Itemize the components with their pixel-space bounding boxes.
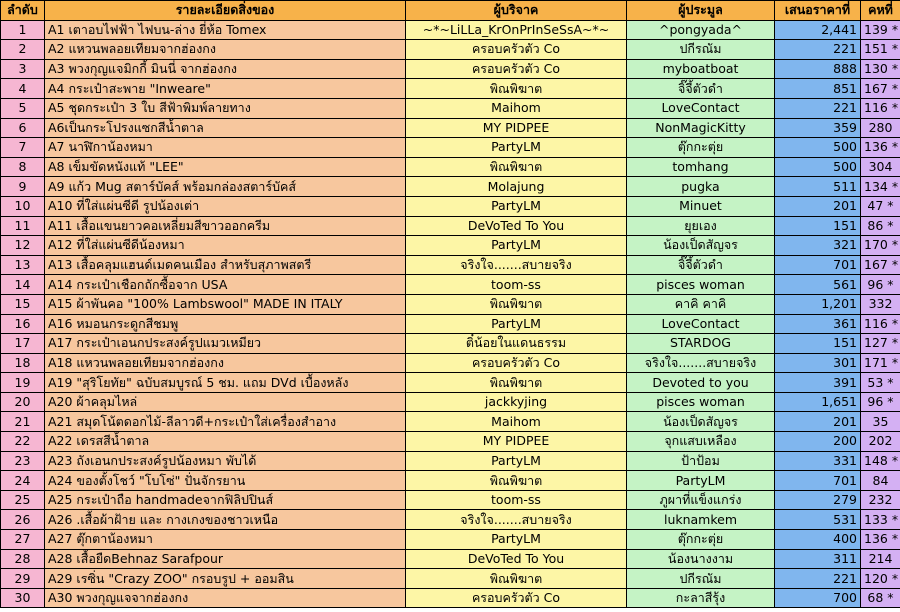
cell-description: A6เป็นกระโปรงแซกสีน้ำตาล [45,118,406,138]
cell-bidder: น้องเป็ดสัญจร [627,412,775,432]
cell-donor: พิณพิฆาต [406,471,627,491]
cell-donor: จริงใจ.......สบายจริง [406,510,627,530]
cell-price: 701 [775,471,861,491]
table-row [1,490,900,510]
cell-price: 359 [775,118,861,138]
cell-donor: ครอบครัวตัว Co [406,353,627,373]
cell-price: 151 [775,334,861,354]
cell-score: 53 * [861,373,900,393]
cell-no: 25 [1,490,45,510]
cell-price: 700 [775,588,861,608]
cell-no: 21 [1,412,45,432]
cell-score: 116 * [861,314,900,334]
cell-description: A21 สมุดโน้ตดอกไม้-ลีลาวดี+กระเป๋าใส่เครื่องสำอาง [45,412,406,432]
cell-no: 20 [1,392,45,412]
cell-bidder: ตุ๊กกะตุ่ย [627,530,775,550]
table-row [1,177,900,197]
table-row [1,294,900,314]
cell-description: A11 เสื้อแขนยาวคอเหลี่ยมสีขาวออกครีม [45,216,406,236]
cell-score: 148 * [861,451,900,471]
cell-donor: PartyLM [406,314,627,334]
cell-price: 221 [775,98,861,118]
cell-score: 232 [861,490,900,510]
cell-score: 120 * [861,569,900,589]
cell-donor: พิณพิฆาต [406,294,627,314]
cell-no: 10 [1,196,45,216]
cell-no: 11 [1,216,45,236]
cell-price: 311 [775,549,861,569]
cell-donor: ติ๋น้อยในแดนธรรม [406,334,627,354]
cell-bidder: ปกีรณัม [627,40,775,60]
cell-no: 27 [1,530,45,550]
cell-bidder: น้องเป็ดสัญจร [627,236,775,256]
cell-bidder: ตุ๊กกะตุ่ย [627,138,775,158]
cell-price: 888 [775,59,861,79]
table-row [1,471,900,491]
table-row [1,138,900,158]
cell-bidder: LoveContact [627,98,775,118]
cell-score: 47 * [861,196,900,216]
table-row [1,98,900,118]
cell-description: A12 ที่ใส่แผ่นซีดีน้องหมา [45,236,406,256]
cell-donor: toom-ss [406,275,627,295]
cell-description: A16 หมอนกระดูกสีชมพู [45,314,406,334]
cell-no: 22 [1,432,45,452]
cell-bidder: ป้าป้อม [627,451,775,471]
cell-donor: DeVoTed To You [406,216,627,236]
cell-score: 84 [861,471,900,491]
cell-bidder: pisces woman [627,275,775,295]
cell-score: 86 * [861,216,900,236]
cell-donor: jackkyjing [406,392,627,412]
cell-donor: ครอบครัวตัว Co [406,59,627,79]
cell-score: 134 * [861,177,900,197]
cell-description: A19 "สุริโยทัย" ฉบับสมบูรณ์ 5 ชม. แถม DVd เบื้องหลัง [45,373,406,393]
cell-score: 35 [861,412,900,432]
cell-bidder: จิ๊จี้ตัวดำ [627,255,775,275]
cell-no: 4 [1,79,45,99]
cell-donor: พิณพิฆาต [406,569,627,589]
cell-description: A24 ของตั้งโชว์ "โบโซ่" ปั่นจักรยาน [45,471,406,491]
cell-no: 24 [1,471,45,491]
cell-no: 28 [1,549,45,569]
cell-price: 391 [775,373,861,393]
cell-score: 170 * [861,236,900,256]
cell-price: 701 [775,255,861,275]
cell-bidder: PartyLM [627,471,775,491]
cell-no: 16 [1,314,45,334]
cell-score: 151 * [861,40,900,60]
cell-description: A2 แหวนพลอยเทียมจากฮ่องกง [45,40,406,60]
table-row [1,118,900,138]
cell-description: A28 เสื้อยืดBehnaz Sarafpour [45,549,406,569]
cell-description: A10 ที่ใส่แผ่นซีดี รูปน้องเต่า [45,196,406,216]
cell-bidder: ภูผาที่แข็งแกร่ง [627,490,775,510]
cell-bidder: Devoted to you [627,373,775,393]
table-row [1,530,900,550]
cell-no: 23 [1,451,45,471]
cell-donor: Maihom [406,98,627,118]
cell-donor: ครอบครัวตัว Co [406,40,627,60]
cell-description: A14 กระเป๋าเชือกถักซื้อจาก USA [45,275,406,295]
cell-price: 321 [775,236,861,256]
cell-price: 331 [775,451,861,471]
cell-no: 30 [1,588,45,608]
table-row [1,432,900,452]
cell-price: 561 [775,275,861,295]
cell-score: 202 [861,432,900,452]
table-row [1,412,900,432]
table-row [1,588,900,608]
cell-price: 221 [775,40,861,60]
cell-donor: PartyLM [406,196,627,216]
cell-no: 6 [1,118,45,138]
table-row [1,275,900,295]
cell-description: A18 แหวนพลอยเทียมจากฮ่องกง [45,353,406,373]
cell-description: A25 กระเป๋าถือ handmadeจากฟิลิปปินส์ [45,490,406,510]
cell-no: 29 [1,569,45,589]
table-row [1,216,900,236]
header-price: เสนอราคาที่ [775,1,861,21]
table-row [1,392,900,412]
table-row [1,510,900,530]
cell-price: 200 [775,432,861,452]
cell-donor: toom-ss [406,490,627,510]
cell-bidder: pisces woman [627,392,775,412]
cell-score: 127 * [861,334,900,354]
header-no: ลำดับ [1,1,45,21]
cell-description: A8 เข็มขัดหนังแท้ "LEE" [45,157,406,177]
cell-description: A3 พวงกุญแจมิกกี้ มินนี่ จากฮ่องกง [45,59,406,79]
cell-no: 19 [1,373,45,393]
cell-donor: ครอบครัวตัว Co [406,588,627,608]
cell-description: A29 เรซิ่น "Crazy ZOO" กรอบรูป + ออมสิน [45,569,406,589]
header-bidder: ผู้ประมูล [627,1,775,21]
cell-price: 201 [775,196,861,216]
cell-donor: PartyLM [406,236,627,256]
cell-score: 280 [861,118,900,138]
table-row [1,353,900,373]
cell-bidder: luknamkem [627,510,775,530]
cell-price: 1,651 [775,392,861,412]
cell-bidder: pugka [627,177,775,197]
cell-description: A17 กระเป๋าเอนกประสงค์รูปแมวเหมียว [45,334,406,354]
cell-price: 500 [775,157,861,177]
cell-description: A13 เสื้อคลุมแฮนด์เมดคนเมือง สำหรับสุภาพสตรี [45,255,406,275]
cell-no: 9 [1,177,45,197]
cell-description: A9 แก้ว Mug สตาร์บัคส์ พร้อมกล่องสตาร์บัคส์ [45,177,406,197]
cell-price: 400 [775,530,861,550]
cell-score: 171 * [861,353,900,373]
cell-score: 116 * [861,98,900,118]
cell-score: 96 * [861,275,900,295]
cell-donor: จริงใจ.......สบายจริง [406,255,627,275]
cell-price: 511 [775,177,861,197]
cell-score: 68 * [861,588,900,608]
table-row [1,451,900,471]
cell-bidder: NonMagicKitty [627,118,775,138]
cell-score: 304 [861,157,900,177]
table-row [1,79,900,99]
cell-score: 136 * [861,530,900,550]
cell-price: 361 [775,314,861,334]
table-row [1,196,900,216]
cell-description: A20 ผ้าคลุมไหล่ [45,392,406,412]
cell-price: 2,441 [775,20,861,40]
cell-price: 851 [775,79,861,99]
cell-no: 5 [1,98,45,118]
table-row [1,40,900,60]
cell-description: A22 เดรสสีน้ำตาล [45,432,406,452]
cell-bidder: STARDOG [627,334,775,354]
cell-price: 279 [775,490,861,510]
cell-donor: PartyLM [406,451,627,471]
cell-score: 133 * [861,510,900,530]
cell-donor: PartyLM [406,530,627,550]
header-score: คหที่ [861,1,900,21]
table-row [1,334,900,354]
cell-description: A4 กระเป๋าสะพาย "Inweare" [45,79,406,99]
cell-description: A7 นาฬิกาน้องหมา [45,138,406,158]
cell-bidder: คาคิ คาคิ [627,294,775,314]
table-row [1,255,900,275]
cell-score: 167 * [861,79,900,99]
cell-donor: พิณพิฆาต [406,373,627,393]
cell-description: A5 ชุดกระเป๋า 3 ใบ สีฟ้าพิมพ์ลายทาง [45,98,406,118]
cell-bidder: กะลาสีรุ้ง [627,588,775,608]
cell-no: 18 [1,353,45,373]
cell-no: 7 [1,138,45,158]
table-row [1,569,900,589]
cell-bidder: จุกแสบเหลือง [627,432,775,452]
cell-score: 130 * [861,59,900,79]
cell-price: 151 [775,216,861,236]
cell-score: 139 * [861,20,900,40]
cell-bidder: myboatboat [627,59,775,79]
cell-donor: Maihom [406,412,627,432]
cell-donor: MY PIDPEE [406,432,627,452]
cell-score: 96 * [861,392,900,412]
cell-price: 531 [775,510,861,530]
cell-donor: ~*~LiLLa_KrOnPrInSeSsA~*~ [406,20,627,40]
cell-donor: พิณพิฆาต [406,157,627,177]
cell-description: A1 เตาอบไฟฟ้า ไฟบน-ล่าง ยี่ห้อ Tomex [45,20,406,40]
cell-description: A30 พวงกุญแจจากฮ่องกง [45,588,406,608]
cell-no: 3 [1,59,45,79]
cell-price: 1,201 [775,294,861,314]
cell-description: A15 ผ้าพันคอ "100% Lambswool" MADE IN ITALY [45,294,406,314]
cell-no: 17 [1,334,45,354]
cell-bidder: จริงใจ.......สบายจริง [627,353,775,373]
cell-no: 14 [1,275,45,295]
table-row [1,373,900,393]
header-donor: ผู้บริจาค [406,1,627,21]
cell-bidder: น้องนางงาม [627,549,775,569]
cell-bidder: จิ๊จี้ตัวดำ [627,79,775,99]
cell-price: 201 [775,412,861,432]
header-row [1,1,900,21]
cell-donor: Molajung [406,177,627,197]
table-row [1,20,900,40]
cell-donor: PartyLM [406,138,627,158]
cell-donor: MY PIDPEE [406,118,627,138]
cell-score: 332 [861,294,900,314]
table-row [1,157,900,177]
cell-bidder: ยุยเอง [627,216,775,236]
cell-no: 8 [1,157,45,177]
cell-bidder: LoveContact [627,314,775,334]
cell-no: 15 [1,294,45,314]
cell-score: 214 [861,549,900,569]
table-row [1,236,900,256]
cell-description: A27 ตุ๊กตาน้องหมา [45,530,406,550]
cell-description: A26 .เสื้อผ้าฝ้าย และ กางเกงของชาวเหนือ [45,510,406,530]
cell-no: 1 [1,20,45,40]
header-description: รายละเอียดสิ่งของ [45,1,406,21]
cell-score: 136 * [861,138,900,158]
cell-bidder: ^pongyada^ [627,20,775,40]
table-row [1,549,900,569]
cell-no: 26 [1,510,45,530]
cell-no: 2 [1,40,45,60]
cell-donor: DeVoTed To You [406,549,627,569]
cell-price: 500 [775,138,861,158]
cell-score: 167 * [861,255,900,275]
cell-price: 221 [775,569,861,589]
cell-no: 12 [1,236,45,256]
cell-price: 301 [775,353,861,373]
table-row [1,59,900,79]
cell-no: 13 [1,255,45,275]
cell-donor: พิณพิฆาต [406,79,627,99]
cell-bidder: Minuet [627,196,775,216]
cell-bidder: tomhang [627,157,775,177]
cell-bidder: ปกีรณัม [627,569,775,589]
cell-description: A23 ถังเอนกประสงค์รูปน้องหมา พับได้ [45,451,406,471]
table-row [1,314,900,334]
